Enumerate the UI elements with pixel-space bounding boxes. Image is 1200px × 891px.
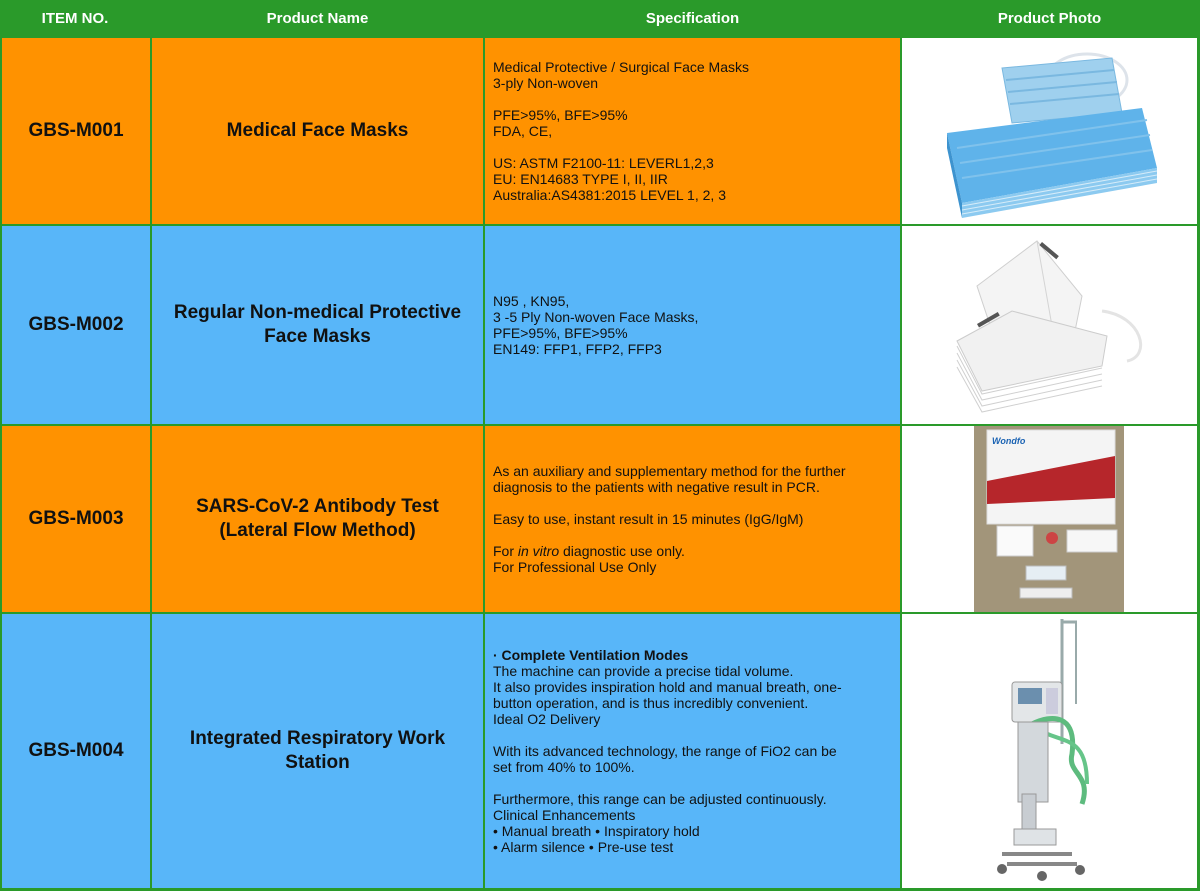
spec-line: • Manual breath • Inspiratory hold — [493, 823, 700, 839]
row-product-name — [152, 614, 483, 888]
spec-line: For Professional Use Only — [493, 559, 657, 575]
spec-line: US: ASTM F2100-11: LEVERL1,2,3 — [493, 155, 714, 171]
spec-line: Australia:AS4381:2015 LEVEL 1, 2, 3 — [493, 187, 726, 203]
row-item-no: GBS-M001 — [2, 38, 150, 224]
row-specification — [485, 614, 900, 888]
spec-line: As an auxiliary and supplementary method for the further — [493, 463, 846, 479]
spec-text: diagnostic use only. — [559, 543, 685, 559]
row-product-name — [152, 38, 483, 224]
ventilator-photo — [902, 614, 1197, 888]
spec-line: 3-ply Non-woven — [493, 75, 599, 91]
header-item-no: ITEM NO. — [0, 0, 150, 36]
product-name-text: Medical Face Masks — [226, 120, 409, 141]
spec-italic-text: in vitro — [517, 543, 560, 559]
spec-text: For — [493, 543, 518, 559]
spec-line: N95 , KN95, — [493, 293, 570, 309]
spec-line: With its advanced technology, the range of FiO2 can be — [493, 743, 837, 759]
spec-line: diagnosis to the patients with negative result in PCR. — [493, 479, 820, 495]
row-item-no: GBS-M002 — [2, 226, 150, 424]
row-item-no: GBS-M004 — [2, 614, 150, 888]
kit-brand-logo: Wondfo — [992, 436, 1026, 446]
spec-heading: · Complete Ventilation Modes — [493, 647, 689, 663]
spec-line: 3 -5 Ply Non-woven Face Masks, — [493, 309, 699, 325]
product-name-line: Station — [285, 752, 350, 773]
row-product-name — [152, 226, 483, 424]
header-product-photo: Product Photo — [902, 0, 1197, 36]
spec-line: Medical Protective / Surgical Face Masks — [493, 59, 749, 75]
header-product-name: Product Name — [152, 0, 483, 36]
spec-line: set from 40% to 100%. — [493, 759, 635, 775]
spec-line: PFE>95%, BFE>95% — [493, 107, 628, 123]
antibody-test-kit-photo — [902, 426, 1197, 612]
row-specification — [485, 426, 900, 612]
spec-line: PFE>95%, BFE>95% — [493, 325, 628, 341]
spec-line: The machine can provide a precise tidal volume. — [493, 663, 794, 679]
spec-line: • Alarm silence • Pre-use test — [493, 839, 674, 855]
product-name-line: SARS-CoV-2 Antibody Test — [196, 496, 439, 517]
row-product-name — [152, 426, 483, 612]
spec-line: Clinical Enhancements — [493, 807, 636, 823]
header-specification: Specification — [485, 0, 900, 36]
spec-line: button operation, and is thus incredibly convenient. — [493, 695, 809, 711]
spec-line: EN149: FFP1, FFP2, FFP3 — [493, 341, 662, 357]
product-name-line: Face Masks — [264, 326, 371, 347]
product-name-line: Integrated Respiratory Work — [189, 728, 446, 749]
spec-line: It also provides inspiration hold and manual breath, one- — [493, 679, 842, 695]
surgical-masks-photo — [902, 38, 1197, 224]
spec-line — [493, 543, 892, 559]
product-name-line: (Lateral Flow Method) — [219, 520, 416, 541]
product-name-line: Regular Non-medical Protective — [173, 302, 462, 323]
kn95-masks-photo — [902, 226, 1197, 424]
spec-line: FDA, CE, — [493, 123, 553, 139]
spec-line: Ideal O2 Delivery — [493, 711, 601, 727]
spec-line: Easy to use, instant result in 15 minutes (IgG/IgM) — [493, 511, 804, 527]
row-specification — [485, 226, 900, 424]
spec-line: Furthermore, this range can be adjusted continuously. — [493, 791, 827, 807]
row-item-no: GBS-M003 — [2, 426, 150, 612]
row-specification — [485, 38, 900, 224]
spec-line: EU: EN14683 TYPE I, II, IIR — [493, 171, 668, 187]
